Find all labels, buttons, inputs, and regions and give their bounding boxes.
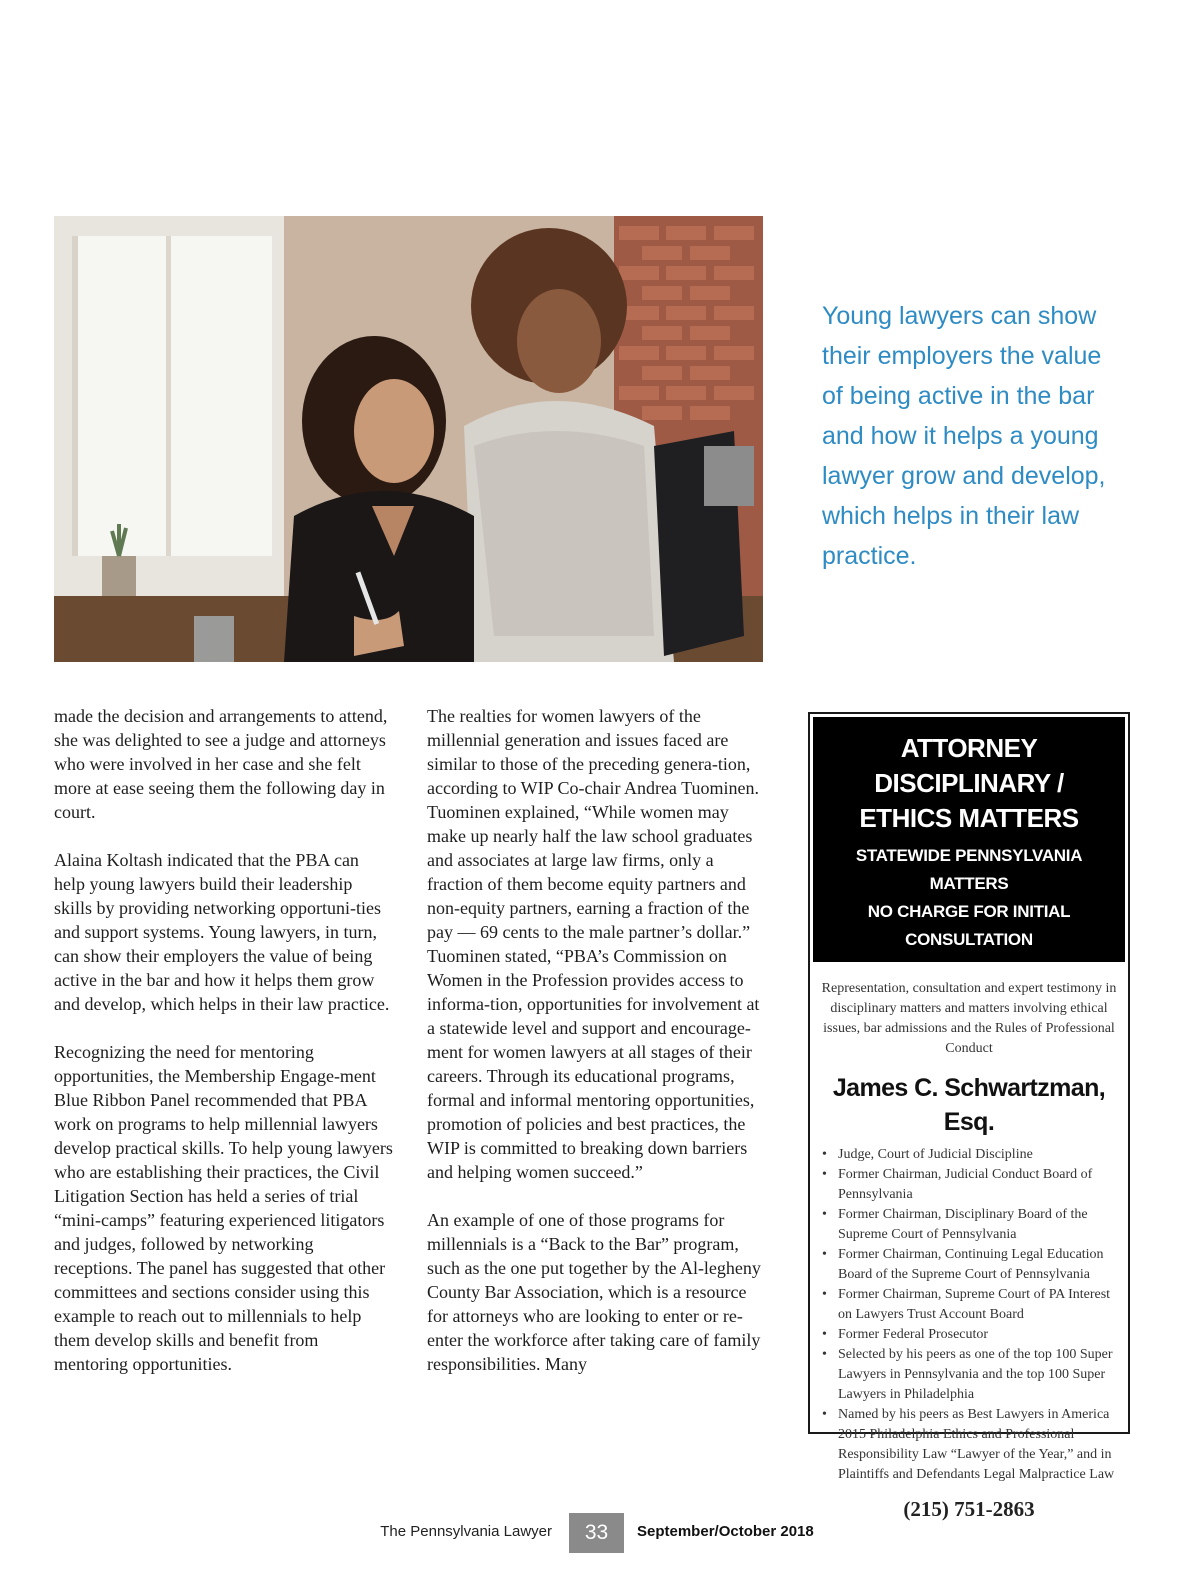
article-column-1 xyxy=(54,704,394,1400)
paragraph: The realties for women lawyers of the millennial generation and issues faced are similar to those of the preceding genera-tion, according to WIP Co-chair Andrea Tuominen. Tuominen explained, “While women may make up nearly half the law school graduates and associates at large law firms, only a fraction of them become equity partners and non-equity partners, earning a fraction of the pay — 69 cents to the male partner’s dollar.” Tuominen stated, “PBA’s Commission on Women in the Profession provides access to informa-tion, opportunities for involvement at a statewide level and support and encourage-ment for women lawyers at all stages of their careers. Through its educational programs, formal and informal mentoring opportunities, promotion of policies and best practices, the WIP is committed to breaking down barriers and helping women succeed.” xyxy=(427,706,760,1182)
list-item: • Former Chairman, Disciplinary Board of the Supreme Court of Pennsylvania xyxy=(838,1205,1118,1245)
attorney-name: James C. Schwartzman, Esq. xyxy=(832,1074,1106,1136)
ad-title-line: ETHICS MATTERS xyxy=(859,803,1079,833)
credentials-list xyxy=(810,1145,1128,1485)
ad-subtitle-line: NO CHARGE FOR INITIAL CONSULTATION xyxy=(867,902,1071,949)
ad-header xyxy=(813,717,1125,962)
list-item: • Former Chairman, Continuing Legal Education Board of the Supreme Court of Pennsylvania xyxy=(838,1245,1118,1285)
publication-name: The Pennsylvania Lawyer xyxy=(380,1523,552,1540)
pull-quote: Young lawyers can show their employers the value of being active in the bar and how it helps a young lawyer grow and develop, which helps in their law practice. xyxy=(822,302,1106,570)
page-footer xyxy=(0,1513,1200,1553)
paragraph: An example of one of those programs for millennials is a “Back to the Bar” program, such as the one put together by the Al-legheny County Bar Association, which is a resource for attorneys who are looking to enter or re-enter the workforce after taking care of family responsibilities. Many xyxy=(427,1210,761,1374)
list-item: • Judge, Court of Judicial Discipline xyxy=(838,1145,1118,1165)
issue-date: September/October 2018 xyxy=(637,1523,814,1540)
phone-number: (215) 751-2863 xyxy=(903,1497,1035,1521)
article-photo xyxy=(54,216,763,662)
ad-subtitle-line: STATEWIDE PENNSYLVANIA MATTERS xyxy=(855,846,1083,893)
page-number: 33 xyxy=(569,1513,624,1553)
ad-title xyxy=(817,731,1121,836)
paragraph: Alaina Koltash indicated that the PBA can help young lawyers build their leadership skills by providing networking opportuni-ties and support systems. Young lawyers, in turn, can show their employers the value of being active in the bar and how it helps them grow and develop, which helps in their law practice. xyxy=(54,850,390,1014)
ad-title-line: ATTORNEY DISCIPLINARY / xyxy=(874,733,1064,798)
paragraph: made the decision and arrangements to attend, she was delighted to see a judge and attorneys who were involved in her case and she felt more at ease seeing them the following day in court. xyxy=(54,706,388,822)
list-item: • Named by his peers as Best Lawyers in America 2015 Philadelphia Ethics and Professional Responsibility Law “Lawyer of the Year,” and in Plaintiffs and Defendants Legal Malpractice Law xyxy=(838,1405,1118,1485)
paragraph: Recognizing the need for mentoring opportunities, the Membership Engage-ment Blue Ribbon Panel recommended that PBA work on programs to help millennial lawyers develop practical skills. To help young lawyers who are establishing their practices, the Civil Litigation Section has held a series of trial “mini-camps” featuring experienced litigators and judges, followed by networking receptions. The panel has suggested that other committees and sections consider using this example to reach out to millennials to help them develop skills and benefit from mentoring opportunities. xyxy=(54,1042,393,1374)
list-item: • Former Chairman, Judicial Conduct Board of Pennsylvania xyxy=(838,1165,1118,1205)
article-column-2 xyxy=(427,704,767,1400)
ad-description: Representation, consultation and expert testimony in disciplinary matters and matters involving ethical issues, bar admissions and the Rules of Professional Conduct xyxy=(821,981,1117,1056)
ad-subtitle xyxy=(817,842,1121,954)
list-item: • Former Chairman, Supreme Court of PA Interest on Lawyers Trust Account Board xyxy=(838,1285,1118,1325)
attorney-advertisement xyxy=(808,712,1130,1521)
list-item: • Former Federal Prosecutor xyxy=(838,1325,1118,1345)
list-item: • Selected by his peers as one of the top 100 Super Lawyers in Pennsylvania and the top 100 Super Lawyers in Philadelphia xyxy=(838,1345,1118,1405)
